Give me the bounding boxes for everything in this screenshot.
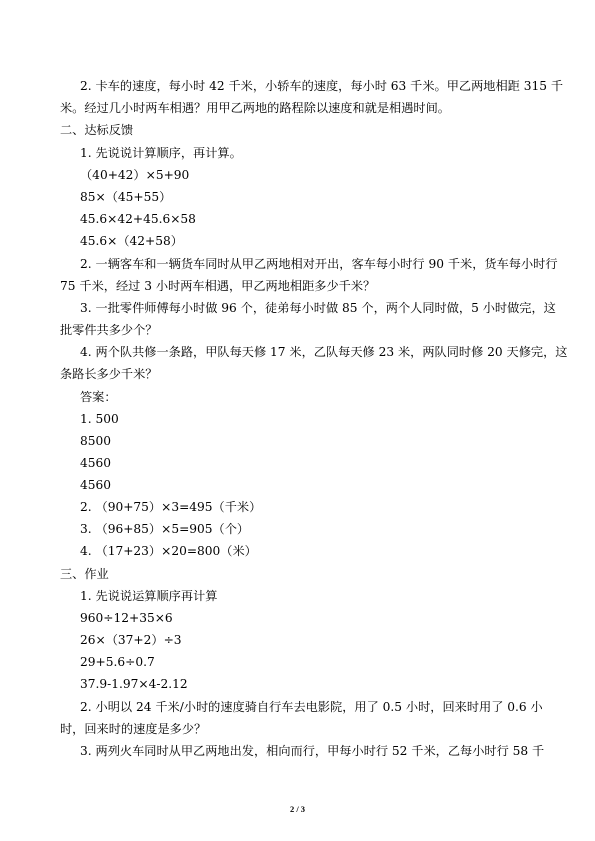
paragraph-line: 时，回来时的速度是多少？ bbox=[60, 722, 207, 736]
paragraph-line: 米。经过几小时两车相遇？用甲乙两地的路程除以速度和就是相遇时间。 bbox=[60, 101, 450, 115]
answer-line: 4560 bbox=[80, 456, 112, 470]
paragraph-line: 1. 先说说计算顺序，再计算。 bbox=[80, 146, 242, 160]
paragraph-line: 75 千米，经过 3 小时两车相遇，甲乙两地相距多少千米？ bbox=[60, 279, 376, 293]
expression-line: 960÷12+35×6 bbox=[80, 611, 173, 625]
expression-line: 26×（37+2）÷3 bbox=[80, 633, 182, 647]
paragraph-line: 2. 小明以 24 千米/小时的速度骑自行车去电影院，用了 0.5 小时，回来时用了 0.6 小 bbox=[80, 700, 543, 714]
paragraph-line: 批零件共多少个？ bbox=[60, 323, 158, 337]
paragraph-line: 2. 一辆客车和一辆货车同时从甲乙两地相对开出，客车每小时行 90 千米，货车每小时行 bbox=[80, 257, 558, 271]
paragraph-line: 2. 卡车的速度，每小时 42 千米，小轿车的速度，每小时 63 千米。甲乙两地相距 315 千 bbox=[80, 79, 564, 93]
answer-line: 1. 500 bbox=[80, 412, 119, 426]
expression-line: 45.6×42+45.6×58 bbox=[80, 212, 196, 226]
answer-line: 2. （90+75）×3=495（千米） bbox=[80, 500, 262, 514]
expression-line: 29+5.6÷0.7 bbox=[80, 655, 155, 669]
paragraph-line: 4. 两个队共修一条路，甲队每天修 17 米，乙队每天修 23 米，两队同时修 20 天修完，这 bbox=[80, 345, 568, 359]
paragraph-line: 3. 两列火车同时从甲乙两地出发，相向而行，甲每小时行 52 千米，乙每小时行 58 千 bbox=[80, 744, 545, 758]
answer-line: 8500 bbox=[80, 434, 112, 448]
answer-line: 4560 bbox=[80, 478, 112, 492]
answer-line: 3. （96+85）×5=905（个） bbox=[80, 522, 250, 536]
expression-line: 85×（45+55） bbox=[80, 190, 172, 204]
paragraph-line: 1. 先说说运算顺序再计算 bbox=[80, 589, 218, 603]
expression-line: 45.6×（42+58） bbox=[80, 234, 183, 248]
answers-heading: 答案： bbox=[80, 390, 117, 404]
section-heading: 三、作业 bbox=[60, 567, 109, 581]
expression-line: 37.9-1.97×4-2.12 bbox=[80, 677, 188, 691]
answer-line: 4. （17+23）×20=800（米） bbox=[80, 544, 257, 558]
paragraph-line: 条路长多少千米？ bbox=[60, 367, 158, 381]
expression-line: （40+42）×5+90 bbox=[80, 168, 190, 182]
page-number: 2 / 3 bbox=[289, 804, 306, 814]
section-heading: 二、达标反馈 bbox=[60, 123, 134, 137]
paragraph-line: 3. 一批零件师傅每小时做 96 个，徒弟每小时做 85 个，两个人同时做，5 小时做完，这 bbox=[80, 301, 556, 315]
